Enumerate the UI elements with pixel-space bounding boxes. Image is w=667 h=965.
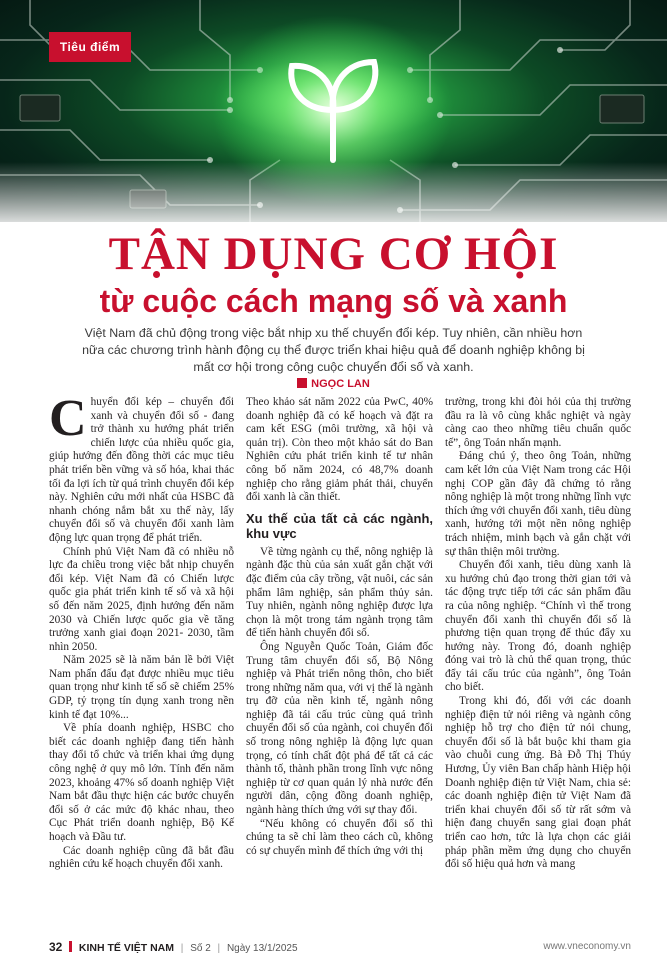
paragraph: Năm 2025 sẽ là năm bản lề bởi Việt Nam phấn đấu đạt được nhiều mục tiêu quan trọng như kinh tế số sẽ chiếm 25% GDP, tỷ trọng tín dụng xanh trong nền kinh tế đạt 10%... <box>49 654 234 721</box>
paragraph: Đáng chú ý, theo ông Toản, những cam kết lớn của Việt Nam trong các Hội nghị COP gần đây đã chứng tỏ rằng nông nghiệp là một trong những lĩnh vực thích ứng với chuyển đổi xanh, tiêu dùng xanh, hướng tới một nền nông nghiệp trách nhiệm, minh bạch và gắn chặt với sự thân thiện môi trường. <box>445 450 631 558</box>
paragraph: Các doanh nghiệp cũng đã bắt đầu nghiên cứu kế hoạch chuyển đổi xanh. <box>49 844 234 871</box>
paragraph: Chuyển đổi xanh, tiêu dùng xanh là xu hướng chủ đạo trong thời gian tới và tác động trực tiếp tới các sản phẩm đầu ra của nông nghiệp. “Chính vì thế trong chuyển đổi xanh thì chuyển đổi số là phương tiện quan trọng để thúc đẩy xu hướng này. Trong đó, doanh nghiệp đóng vai trò là chủ thể quan trọng, thúc đẩy tái cấu trúc của ngành”, ông Toản cho biết. <box>445 559 631 694</box>
page-footer <box>49 940 631 956</box>
paragraph: trường, trong khi đòi hỏi của thị trường đầu ra là vô cùng khắc nghiệt và ngày càng cao theo những tiêu chuẩn quốc tế”, ông Toản nhấn mạnh. <box>445 396 631 449</box>
paragraph: Trong khi đó, đối với các doanh nghiệp điện tử nói riêng và ngành công nghiệp hỗ trợ cho điện tử nói chung, chuyển đổi số là bắt buộc khi tham gia vào chuỗi cung ứng. Bà Đỗ Thị Thúy Hương, Ủy viên Ban chấp hành Hiệp hội Doanh nghiệp điện tử Việt Nam, chia sẻ: các doanh nghiệp điện tử Việt Nam đã triển khai chuyển đổi số từ rất sớm và hiện đang chuyển sang giai đoạn phát triển cao hơn, tức là lựa chọn các giải pháp phần mềm ứng dụng cho chuyển đổi số hiệu quả hơn và mang <box>445 695 631 871</box>
byline <box>0 378 667 390</box>
headline-line-1: TẬN DỤNG CƠ HỘI <box>108 228 559 280</box>
paragraph: Chính phủ Việt Nam đã có nhiều nỗ lực đa chiều trong việc bắt nhịp chuyển đổi kép. Việt Nam đã có Chiến lược quốc gia phát triển kinh tế số và xã hội số đến năm 2025, định hướng đến năm 2030 và Chiến lược quốc gia về tăng trưởng xanh giai đoạn 2021- 2030, tầm nhìn 2050. <box>49 545 234 653</box>
article-column-2 <box>246 396 433 858</box>
paragraph-text: huyển đổi kép – chuyển đổi xanh và chuyển đổi số - đang trở thành xu hướng phát triển chiến lược của nhiều quốc gia, giúp hướng đến đồng thời các mục tiêu phát triển bền vững và số hóa, khai thác tối đa lợi ích từ quá trình chuyển đổi kép này. Nghiên cứu mới nhất của HSBC đã nhanh chóng nắm bắt xu thế này, lấy chuyển đổi số và chuyển đổi xanh làm động lực quan trọng để phát triển. <box>49 396 234 544</box>
section-subhead: Xu thế của tất cả các ngành, khu vực <box>246 510 433 541</box>
issue-date: Ngày 13/1/2025 <box>226 943 298 954</box>
lede-paragraph: Việt Nam đã chủ động trong việc bắt nhịp xu thế chuyển đổi kép. Tuy nhiên, cần nhiều hơn nữa các chương trình hành động cụ thể được triển khai hiệu quả để doanh nghiệp không bị mất cơ hội trong công cuộc chuyển đổi số và xanh. <box>82 326 585 374</box>
article-column-3 <box>445 396 631 872</box>
separator: | <box>217 943 221 954</box>
page-number: 32 <box>49 940 63 954</box>
paragraph: Về từng ngành cụ thể, nông nghiệp là ngành đặc thù của sản xuất gắn chặt với đặc điểm của cây trồng, vật nuôi, các sản phẩm lâm nghiệp, sản phẩm thủy sản. Tuy nhiên, ngành nông nghiệp được lựa chọn là một trong tám ngành trọng tâm để tiến hành chuyển đổi số. <box>246 545 433 640</box>
author-name: NGỌC LAN <box>311 378 370 390</box>
paragraph <box>49 390 234 546</box>
hero-image <box>0 0 667 222</box>
headline-line-2: từ cuộc cách mạng số và xanh <box>99 283 568 319</box>
article-column-1 <box>49 390 234 872</box>
dropcap: C <box>49 390 87 447</box>
paragraph: Theo khảo sát năm 2022 của PwC, 40% doanh nghiệp đã có kế hoạch và đặt ra cam kết ESG (môi trường, xã hội và quản trị). Còn theo một khảo sát do Ban Nghiên cứu phát triển kinh tế tư nhân công bố năm 2024, có 48,7% doanh nghiệp cho rằng giảm phát thải, chuyển đổi xanh là cần thiết. <box>246 396 433 504</box>
hero-fade <box>0 162 667 222</box>
magazine-name: KINH TẾ VIỆT NAM <box>78 942 175 954</box>
section-tag: Tiêu điểm <box>49 32 131 62</box>
paragraph: Về phía doanh nghiệp, HSBC cho biết các doanh nghiệp đang tiến hành thay đổi tổ chức và triển khai ứng dụng công nghệ ở quy mô lớn. Tính đến năm 2023, khoảng 47% số doanh nghiệp Việt Nam bắt đầu thực hiện các bước chuyển đổi số ở các mức độ khác nhau, theo Cục Phát triển doanh nghiệp, Bộ Kế hoạch và Đầu tư. <box>49 722 234 843</box>
author-marker-icon <box>297 378 307 388</box>
separator: | <box>180 943 184 954</box>
paragraph: “Nếu không có chuyển đổi số thì chúng ta sẽ chỉ làm theo cách cũ, không có sự chuyển mình để thích ứng với thị <box>246 817 433 857</box>
footer-divider <box>69 941 72 952</box>
website-link[interactable]: www.vneconomy.vn <box>543 941 631 952</box>
issue-number: Số 2 <box>190 943 211 954</box>
paragraph: Ông Nguyễn Quốc Toản, Giám đốc Trung tâm chuyển đổi số, Bộ Nông nghiệp và Phát triển nông thôn, cho biết trong những năm qua, với vị thế là ngành trụ đỡ của nền kinh tế, ngành nông nghiệp đã tái cấu trúc cùng quá trình chuyển đổi số của ngành, coi chuyển đổi số trong nông nghiệp là động lực quan trọng, có tính chất đột phá để tất cả các thành tố, thành phần trong lĩnh vực nông nghiệp từ cơ quan quản lý nhà nước đến người dân, cộng đồng doanh nghiệp, ngành hàng thích ứng với sự thay đổi. <box>246 640 433 817</box>
